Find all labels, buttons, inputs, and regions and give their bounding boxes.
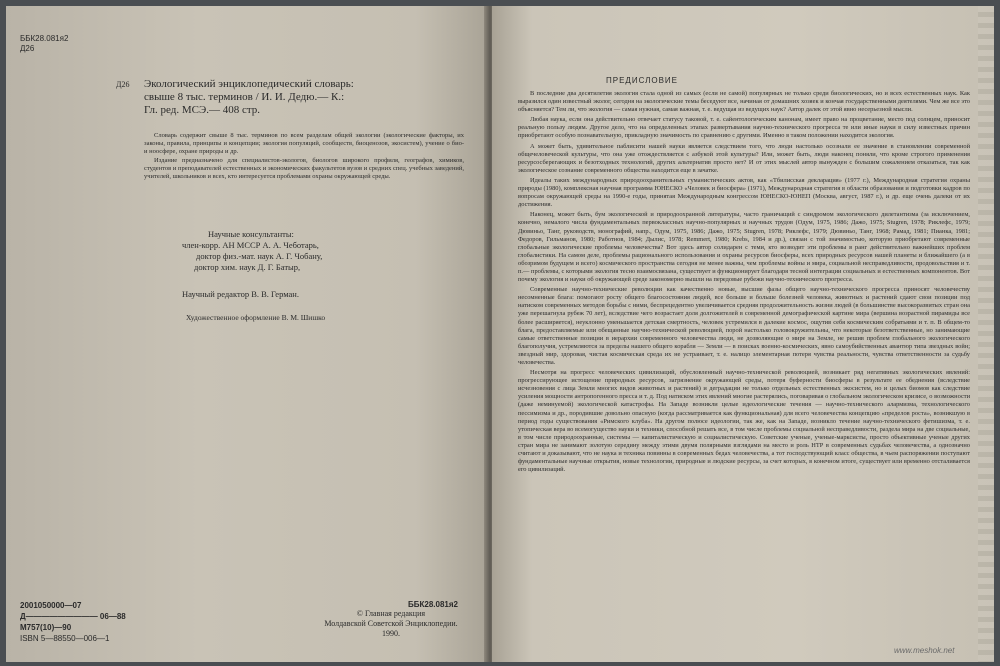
publisher-imprint [306,609,476,639]
title-line: Гл. ред. МСЭ.— 408 стр. [144,104,261,116]
left-page [6,6,488,662]
preface-title: ПРЕДИСЛОВИЕ [606,76,678,85]
worn-page-edge [978,6,994,662]
bibliographic-title [144,78,464,117]
code-line: 2001050000—07 [20,601,82,610]
code-line: Д————————— 06—88 [20,612,126,621]
consultant-entry: член-корр. АН МССР А. А. Чеботарь, [182,240,319,250]
scientific-editor: Научный редактор В. В. Герман. [182,289,299,299]
art-design-credit: Художественное оформление В. М. Шишко [186,313,326,322]
open-book [6,6,994,662]
isbn: ISBN 5—88550—006—1 [20,634,110,643]
udc-code: Д26 [20,44,35,53]
publication-codes [20,600,126,644]
title-line: свыше 8 тыс. терминов / И. И. Дедю.— К.: [144,91,345,103]
preface-paragraph: Идеалы таких международных природоохранительных гуманистических актов, как «Тбилисская декларация» (1977 г.), Международная стратегия охраны природы (1980), комплексная научная программа ЮНЕСКО «Человек и биосфера» (1971), Международная стратегия в области образования и подготовки кадров по вопросам окружающей среды на 1990-е годы, принятая Международным конгрессом ЮНЕСКО-ЮНЕП (Москва, август, 1987 г.), и др. еще очень далеки от их достижения. [518,176,970,209]
annotation-paragraph: Издание предназначено для специалистов-экологов, биологов широкого профиля, географов, химиков, студентов и преподавателей естественных и экономических факультетов вузов и средних спец. учебных заведений, учителей, школьников и всех, кто интересуется проблемами охраны окружающей среды. [144,157,464,180]
consultants-header: Научные консультанты: [208,229,294,239]
consultant-entry: доктор хим. наук Д. Г. Батыр, [194,262,301,272]
bbk-code: ББК28.081я2 [20,34,69,43]
preface-body [518,90,970,476]
code-line: М757(10)—90 [20,623,72,632]
preface-paragraph: В последние два десятилетия экология стала одной из самых (если не самой) популярных не только среди биологических, но и всех естественных наук. Как выразился один известный эколог, сегодня на экологические темы беседуют все, начиная от домашних хозяек и кончая государственными деятелями. Чем же все это объясняется? Тем ли, что экология — самая нужная, самая важная, т. е. ведущая из ведущих наук? Автор далек от этой явно несерьезной мысли. [518,90,970,114]
preface-paragraph: А может быть, удивительное паблисити нашей науки является следствием того, что люди настолько осознали ее значение в становлении современной общечеловеческой культуры, что она уже отождествляется с азбукой этой культуры? Или, может быть, люди наконец поняли, что кроме строгого применения ресурсосберегающих и безотходных технологий, других альтернатив просто нет? И от этих мыслей автор вынужден с большим сожалением отказаться, так как экологическое сознание современного общества находится еще в зачатке. [518,142,970,174]
bbk-index-bottom: ББК28.081я2 [408,600,458,609]
consultant-entry: доктор физ.-мат. наук А. Г. Чобану, [196,251,323,261]
publisher-line: 1990. [382,629,400,638]
site-watermark: www.meshok.net [894,646,955,655]
scientific-consultants [182,229,462,273]
bbk-index-top [20,34,68,54]
preface-paragraph: Современные научно-технические революции как качественно новые, высшие фазы общего научно-технического прогресса приносят человечеству несомненные блага: помогают росту общего благосостояния людей, все больше и больше болезней человека, животных и растений сдают свои позиции под натиском современных методов борьбы с ними, беспрецедентно увеличивается средняя продолжительность жизни людей (в большинстве высокоразвитых стран она уже перешагнула рубеж 70 лет), вследствие чего возрастает доля долгожителей в современной демографической картине мира (вершина возрастной пирамиды все более расширяется), неуклонно уменьшается детская смертность, человек устремился в далекие космос, ощутив себя космическим собратьями и т. п. В общем-то блага, предоставляемые или обещанные научно-технической революцией, порой настолько головокружительны, что некоторые безответственные, но занимающие самые ответственные позиции в иерархии современного человечества люди, не дозволяющие о мире на Земле, не решив проблем глобального экологического благополучия, устремляются за пределы нашего общего корабля — Земли — в поисках военно-космических, явно самоубийственных авантюр типа звездных войн; звездный мир, здоровая, чистая космическая среда их не устраивает, т. е. налицо элементарная потеря чувства реальности, чувства ответственности за судьбу человечества. [518,286,970,366]
publisher-line: © Главная редакция [356,609,426,618]
annotation-paragraph: Словарь содержит свыше 8 тыс. терминов по всем разделам общей экологии (экологические факторы, их законы, правила, принципы и концепции; экология популяций, сообществ, биоценозов, экосистем), учение о био- и ноосфере, охране природы и др. [144,132,464,155]
preface-paragraph: Несмотря на прогресс человеческих цивилизаций, обусловленный научно-технической революцией, возникает ряд негативных экологических явлений: прогрессирующее истощение природных ресурсов, загрязнение окружающей среды, потеря буферности биосферы в результате ее обеднения (вследствие исчезновения с лица Земли многих видов животных и растений) и деградации не только отдельных естественных экосистем, но и целых биомов как следствие усиления мощности антропогенного пресса и т. д. Под натиском этих явлений многие растерялись, поговаривая о глобальном экологическом кризисе, о возможности (даже неминуемой) экологической катастрофы. На Западе возникли целые идеологические течения — научно-технического алармизма, технологического пессимизма и др., породившие довольно опасную (когда рассматривается как функциональная) для всего человечества концепцию «пределов роста», возникшую в период годы существования «Римского клуба». На другом полюсе идеологии, так же, как на Западе, возникло течение научно-технического фетишизма, т. е. утопическая вера во всемогущество науки и техники, способной решать все, в том числе проблемы социальной несправедливости, раздела мира на две социальные, в том числе природоохранные, системы — капиталистическую и социалистическую. Советские ученые, ученые-марксисты, просто объективные ученые других стран мира не занимают золотую середину между этими двумя полярными взглядами на место и роль НТР в современных судьбах человечества, а однозначно считают и доказывают, что не наука и техника повинны в современных бедах человечества, а тот господствующий класс общества, в чьем распоряжении поступают фундаментальные научные открытия, новые технологии, природные и людские ресурсы, за счет которых, в конечном итоге, существует или временно отсталивается его цивилизаций. [518,369,970,474]
author-mark: Д26 [116,80,130,89]
preface-paragraph: Наконец, может быть, бум экологической и природоохранной литературы, часто граничащий с синдромом экологического дилетантизма (за исключением, конечно, немалого числа фундаментальных первоклассных научно-популярных и научных трудов (Одум, 1975, 1986; Дажо, 1975; Stugren, 1978; Риклефс, 1979; Дювиньо, Танг, руководств, монографий, напр., Одум, 1975, 1986; Дажо, 1975; Stugren, 1978; Риклефс, 1979; Дювиньо, Танг, 1968; Рамад, 1981; Пианка, 1981; Федоров, Гильманов, 1980; Работнов, 1984; Дылис, 1978; Remmert, 1980; Krebs, 1984 и др.), связан с той значимостью, которую приобретают современные глобальные экологические проблемы человечества? Вот здесь автор солидарен с теми, кто возводит эти проблемы в ранг действительно важнейших проблем глобалистики. На самом деле, проблемы рационального использования и охраны ресурсов биосферы, всех природных ресурсов нашей планеты и ближайшего (а в обозримом будущем и всего) космического пространства сегодня не менее важны, чем проблемы войны и мира, социальной несправедливости, продовольствия и т. п.— проблемы, с которыми экология тесно взаимосвязана, существует и функционирует благодаря тесной интеграции социальных и естественных компонентов. Вот почему экология и науки об окружающей среде закономерно вышли на передовые рубежи научно-технического прогресса. [518,211,970,284]
annotation [144,132,464,182]
preface-paragraph: Любая наука, если она действительно отвечает статусу таковой, т. е. сайентологическим канонам, имеет право на процветание, место под солнцем, приносит реальную пользу людям. Другое дело, что на определенных этапах развертывания научно-технического прогресса те или иные науки в силу известных причин приобретают особую познавательную, прикладную значимость по сравнению с другими. Именно в таком положении находится экология. [518,116,970,140]
title-line: Экологический энциклопедический словарь: [144,78,354,90]
publisher-line: Молдавской Советской Энциклопедии. [324,619,458,628]
